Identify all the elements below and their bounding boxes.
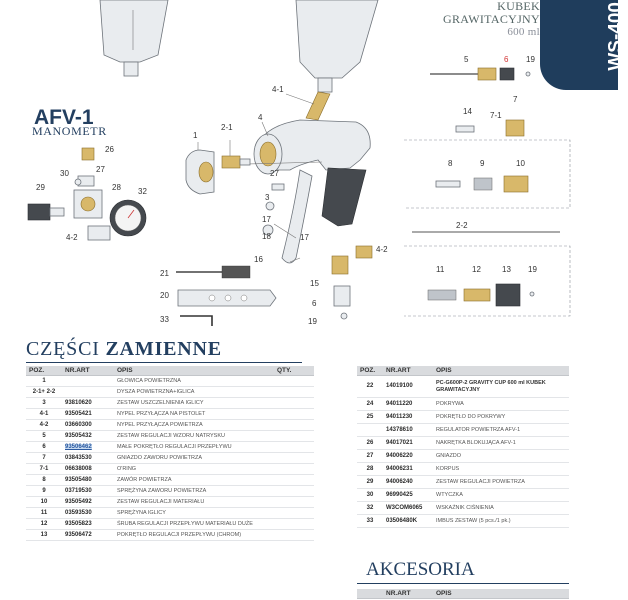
table-cell: 93506472	[62, 530, 114, 541]
label-16: 16	[254, 255, 263, 264]
table-cell	[274, 464, 314, 475]
table-row	[357, 515, 569, 528]
table-cell	[274, 475, 314, 486]
label-29: 29	[36, 183, 45, 192]
label-4-2: 4-2	[376, 245, 388, 254]
label-17b: 17	[300, 233, 309, 242]
table-cell	[274, 409, 314, 420]
label-1: 1	[193, 131, 198, 140]
table-cell: 13	[26, 530, 62, 541]
table-cell: 22	[357, 376, 383, 398]
label-2-2: 2-2	[456, 221, 468, 230]
table-cell: NYPEL PRZYŁĄCZA NA PISTOLET	[114, 409, 274, 420]
highlighted-part-number[interactable]: 93506462	[65, 444, 92, 450]
table-cell: 96990425	[383, 489, 433, 502]
table-cell: 2-1+ 2-2	[26, 387, 62, 398]
heading-rule	[26, 362, 302, 363]
diagram-labels	[36, 55, 537, 326]
table-cell: ZESTAW REGULACJI POWIETRZA	[433, 476, 569, 489]
table-cell: ZESTAW USZCZELNIENIA IGLICY	[114, 398, 274, 409]
table-cell: 32	[357, 502, 383, 515]
table-cell: 7-1	[26, 464, 62, 475]
table-row	[26, 420, 314, 431]
afv-title: AFV-1	[34, 106, 94, 129]
table-cell: 24	[357, 398, 383, 411]
table-cell: 93505432	[62, 431, 114, 442]
label-4-1: 4-1	[272, 85, 284, 94]
label-28: 28	[112, 183, 121, 192]
table-cell: 11	[26, 508, 62, 519]
table-cell: 94011230	[383, 411, 433, 424]
label-30: 30	[60, 169, 69, 178]
table-cell: POKRYWA	[433, 398, 569, 411]
col-opis-right: OPIS	[433, 366, 569, 376]
table-cell: ŚRUBA REGULACJI PRZEPŁYWU MATERIAŁU DUŻE	[114, 519, 274, 530]
table-cell: 26	[357, 437, 383, 450]
cup-caption	[380, 0, 540, 39]
table-cell: O'RING	[114, 464, 274, 475]
table-cell: PC-G600P-2 GRAVITY CUP 600 ml KUBEK GRAWITACYJNY	[433, 376, 569, 398]
label-7: 7	[513, 95, 518, 104]
table-cell: ZESTAW REGULACJI WZORU NATRYSKU	[114, 431, 274, 442]
label-14: 14	[463, 107, 472, 116]
table-row	[357, 450, 569, 463]
table-row	[357, 476, 569, 489]
table-cell: 03506480K	[383, 515, 433, 528]
table-row	[26, 398, 314, 409]
label-20: 20	[160, 291, 169, 300]
table-row	[357, 463, 569, 476]
spare-parts-heading	[26, 338, 222, 361]
table-cell	[274, 442, 314, 453]
label-18: 18	[262, 232, 271, 241]
table-cell: 5	[26, 431, 62, 442]
label-7-1: 7-1	[490, 111, 502, 120]
table-cell: SPRĘŻYNA ZAWORU POWIETRZA	[114, 486, 274, 497]
fluid-nozzle-part-2-1	[222, 156, 250, 168]
col-nr-art-right: NR.ART	[383, 366, 433, 376]
table-cell	[274, 486, 314, 497]
table-cell: 33	[357, 515, 383, 528]
table-cell: DYSZA POWIETRZNA+IGLICA	[114, 387, 274, 398]
table-row	[26, 431, 314, 442]
table-row	[357, 489, 569, 502]
table-cell: GNIAZDO ZAWORU POWIETRZA	[114, 453, 274, 464]
table-cell	[274, 508, 314, 519]
table-cell	[274, 376, 314, 387]
label-19b: 19	[528, 265, 537, 274]
label-19: 19	[308, 317, 317, 326]
table-row	[357, 411, 569, 424]
table-cell: 03660300	[62, 420, 114, 431]
table-row	[26, 486, 314, 497]
table-cell: 25	[357, 411, 383, 424]
table-row	[26, 497, 314, 508]
akc-col-opis: OPIS	[433, 589, 569, 599]
label-27: 27	[270, 169, 279, 178]
table-row	[26, 530, 314, 541]
table-cell: 8	[26, 475, 62, 486]
label-8: 8	[448, 159, 453, 168]
col-qty: QTY.	[274, 366, 314, 376]
table-cell	[274, 453, 314, 464]
akc-col-empty	[357, 589, 383, 599]
table-row	[357, 424, 569, 437]
table-cell: NYPEL PRZYŁĄCZA POWIETRZA	[114, 420, 274, 431]
table-row	[26, 464, 314, 475]
label-2-1: 2-1	[221, 123, 233, 132]
table-cell: 94006240	[383, 476, 433, 489]
label-6-red: 6	[504, 55, 509, 64]
table-cell: 6	[26, 442, 62, 453]
table-cell: IMBUS ZESTAW (5 pcs./1 pk.)	[433, 515, 569, 528]
table-cell: 14378610	[383, 424, 433, 437]
table-row	[26, 475, 314, 486]
table-cell	[274, 497, 314, 508]
label-4: 4	[258, 113, 263, 122]
label-10: 10	[516, 159, 525, 168]
label-26: 26	[105, 145, 114, 154]
model-badge-text: WS-400	[606, 2, 627, 71]
table-cell: 7	[26, 453, 62, 464]
table-cell: SPRĘŻYNA IGLICY	[114, 508, 274, 519]
table-cell: 28	[357, 463, 383, 476]
spare-parts-heading-light: CZĘŚCI	[26, 338, 100, 360]
table-cell: 30	[357, 489, 383, 502]
table-cell: 29	[357, 476, 383, 489]
table-cell: WSKAŹNIK CIŚNIENIA	[433, 502, 569, 515]
cup-line1: KUBEK	[497, 0, 540, 13]
col-poz: POZ.	[26, 366, 62, 376]
table-cell: 94006220	[383, 450, 433, 463]
table-cell	[62, 442, 114, 453]
table-row	[357, 502, 569, 515]
table-cell: ZAWÓR POWIETRZA	[114, 475, 274, 486]
table-cell: ZESTAW REGULACJI MATERIAŁU	[114, 497, 274, 508]
gravity-cup-left-illustration	[100, 0, 168, 76]
label-3: 3	[265, 193, 270, 202]
table-cell	[274, 431, 314, 442]
table-cell	[274, 420, 314, 431]
table-cell: NAKRĘTKA BLOKUJĄCA AFV-1	[433, 437, 569, 450]
table-cell: 93505492	[62, 497, 114, 508]
table-cell: GNIAZDO	[433, 450, 569, 463]
table-cell: REGULATOR POWIETRZA AFV-1	[433, 424, 569, 437]
table-cell: W3COM6065	[383, 502, 433, 515]
table-row	[26, 519, 314, 530]
spare-parts-heading-bold: ZAMIENNE	[105, 338, 222, 360]
afv-subtitle: MANOMETR	[32, 124, 107, 138]
table-cell	[274, 519, 314, 530]
table-cell: 4-2	[26, 420, 62, 431]
table-cell	[274, 398, 314, 409]
table-row	[26, 409, 314, 420]
akc-col-nr-art: NR.ART	[383, 589, 433, 599]
table-row	[357, 398, 569, 411]
table-cell: 3	[26, 398, 62, 409]
air-cap-part-1	[186, 150, 214, 194]
label-15: 15	[310, 279, 319, 288]
spare-parts-table-right	[357, 366, 569, 528]
cup-capacity: 600 ml	[507, 26, 540, 38]
table-cell: 03593530	[62, 508, 114, 519]
col-opis: OPIS	[114, 366, 274, 376]
table-cell: 27	[357, 450, 383, 463]
table-cell: 9	[26, 486, 62, 497]
label-5: 5	[464, 55, 469, 64]
label-4-2l: 4-2	[66, 233, 78, 242]
label-13: 13	[502, 265, 511, 274]
table-cell: 14019100	[383, 376, 433, 398]
accessories-table	[357, 589, 569, 599]
table-cell: 12	[26, 519, 62, 530]
table-cell: 03719530	[62, 486, 114, 497]
label-19r: 19	[526, 55, 535, 64]
table-cell	[357, 424, 383, 437]
spare-parts-table-left	[26, 366, 314, 541]
label-21: 21	[160, 269, 169, 278]
table-cell: POKRĘTŁO REGULACJI PRZEPŁYWU (CHROM)	[114, 530, 274, 541]
label-12: 12	[472, 265, 481, 274]
table-cell: 06638008	[62, 464, 114, 475]
table-row	[357, 437, 569, 450]
table-row	[26, 387, 314, 398]
table-cell: 93505421	[62, 409, 114, 420]
col-poz-right: POZ.	[357, 366, 383, 376]
table-cell: KORPUS	[433, 463, 569, 476]
table-row	[26, 453, 314, 464]
table-cell: 94017021	[383, 437, 433, 450]
table-cell: 93505823	[62, 519, 114, 530]
label-9: 9	[480, 159, 485, 168]
accessories-heading: AKCESORIA	[366, 559, 475, 580]
table-cell: 03843530	[62, 453, 114, 464]
table-cell: POKRĘTŁO DO POKRYWY	[433, 411, 569, 424]
table-cell: 93810620	[62, 398, 114, 409]
right-exploded-parts-illustration	[404, 68, 570, 316]
table-cell	[62, 387, 114, 398]
label-17: 17	[262, 215, 271, 224]
table-cell: MAŁE POKRĘTŁO REGULACJI PRZEPŁYWU	[114, 442, 274, 453]
afv-manometer-illustration	[28, 148, 146, 240]
table-cell: 1	[26, 376, 62, 387]
table-row-highlighted	[26, 442, 314, 453]
accessories-rule	[357, 583, 569, 584]
label-6: 6	[312, 299, 317, 308]
label-27l: 27	[96, 165, 105, 174]
table-cell: 10	[26, 497, 62, 508]
table-cell	[274, 387, 314, 398]
table-cell	[274, 530, 314, 541]
table-cell: 93505480	[62, 475, 114, 486]
table-cell: GŁOWICA POWIETRZNA	[114, 376, 274, 387]
table-cell: 4-1	[26, 409, 62, 420]
label-33: 33	[160, 315, 169, 324]
table-row	[357, 376, 569, 398]
table-row	[26, 376, 314, 387]
label-32: 32	[138, 187, 147, 196]
table-cell	[62, 376, 114, 387]
col-nr-art: NR.ART	[62, 366, 114, 376]
label-11: 11	[436, 265, 445, 274]
table-row	[26, 508, 314, 519]
cup-line2: GRAWITACYJNY	[442, 12, 540, 26]
table-cell: 94006231	[383, 463, 433, 476]
table-cell: 94011220	[383, 398, 433, 411]
table-cell: WTYCZKA	[433, 489, 569, 502]
